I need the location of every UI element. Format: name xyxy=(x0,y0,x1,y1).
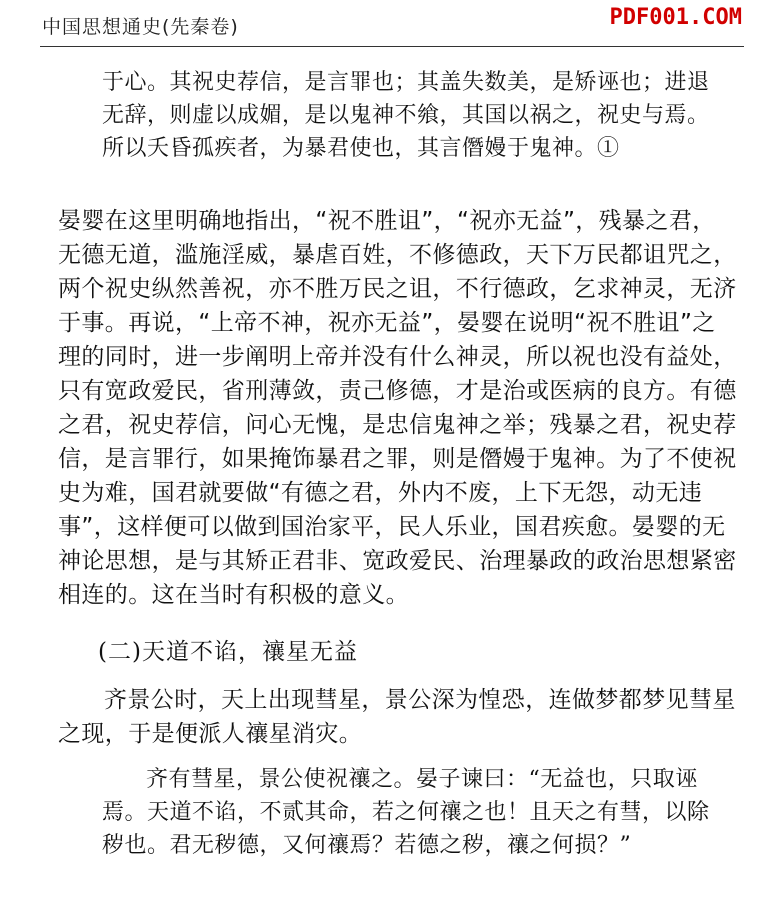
page-header xyxy=(0,0,774,48)
paragraph-line: 两个祝史纵然善祝，亦不胜万民之诅，不行德政，乞求神灵，无济 xyxy=(58,276,737,302)
running-head-title: 中国思想通史(先秦卷) xyxy=(42,16,239,38)
paragraph-line: 于事。再说，“上帝不神，祝亦无益”，晏婴在说明“祝不胜诅”之 xyxy=(58,310,716,336)
paragraph-line: 神论思想，是与其矫正君非、宽政爱民、治理暴政的政治思想紧密 xyxy=(58,548,737,574)
paragraph-line: 无德无道，滥施淫威，暴虐百姓，不修德政，天下万民都诅咒之， xyxy=(58,242,737,268)
body-paragraph-1 xyxy=(58,204,737,612)
paragraph-line: 只有宽政爱民，省刑薄敛，责己修德，才是治或医病的良方。有德 xyxy=(58,378,737,404)
quote-line: 无辞，则虚以成媚，是以鬼神不飨，其国以祸之，祝史与焉。 xyxy=(102,103,710,128)
block-quote-1 xyxy=(102,66,708,165)
quote-line: 于心。其祝史荐信，是言罪也；其盖失数美，是矫诬也；进退 xyxy=(102,70,710,95)
paragraph-line: 相连的。这在当时有积极的意义。 xyxy=(58,582,409,608)
paragraph-line: 史为难，国君就要做“有德之君，外内不废，上下无怨，动无违 xyxy=(58,480,703,506)
paragraph-line: 晏婴在这里明确地指出，“祝不胜诅”，“祝亦无益”，残暴之君， xyxy=(58,208,716,234)
section-heading: (二)天道不谄，禳星无益 xyxy=(98,639,358,665)
quote-line: 所以夭昏孤疾者，为暴君使也，其言僭嫚于鬼神。① xyxy=(102,136,620,161)
body-paragraph-2 xyxy=(58,683,736,751)
paragraph-line: 之君，祝史荐信，问心无愧，是忠信鬼神之举；残暴之君，祝史荐 xyxy=(58,412,737,438)
paragraph-line: 信，是言罪行，如果掩饰暴君之罪，则是僭嫚于鬼神。为了不使祝 xyxy=(58,446,737,472)
quote-line: 秽也。君无秽德，又何禳焉？若德之秽，禳之何损？” xyxy=(102,833,632,858)
watermark-logo: PDF001.COM xyxy=(609,5,742,30)
paragraph-line: 之现，于是便派人禳星消灾。 xyxy=(58,721,363,747)
block-quote-2 xyxy=(102,763,708,862)
quote-line: 齐有彗星，景公使祝禳之。晏子谏曰：“无益也，只取诬 xyxy=(146,767,698,792)
paragraph-line: 理的同时，进一步阐明上帝并没有什么神灵，所以祝也没有益处， xyxy=(58,344,737,370)
quote-line: 焉。天道不谄，不贰其命，若之何禳之也！且天之有彗，以除 xyxy=(102,800,710,825)
paragraph-line: 事”，这样便可以做到国治家平，民人乐业，国君疾愈。晏婴的无 xyxy=(58,514,726,540)
header-rule xyxy=(40,46,744,47)
paragraph-line: 齐景公时，天上出现彗星，景公深为惶恐，连做梦都梦见彗星 xyxy=(104,687,736,713)
